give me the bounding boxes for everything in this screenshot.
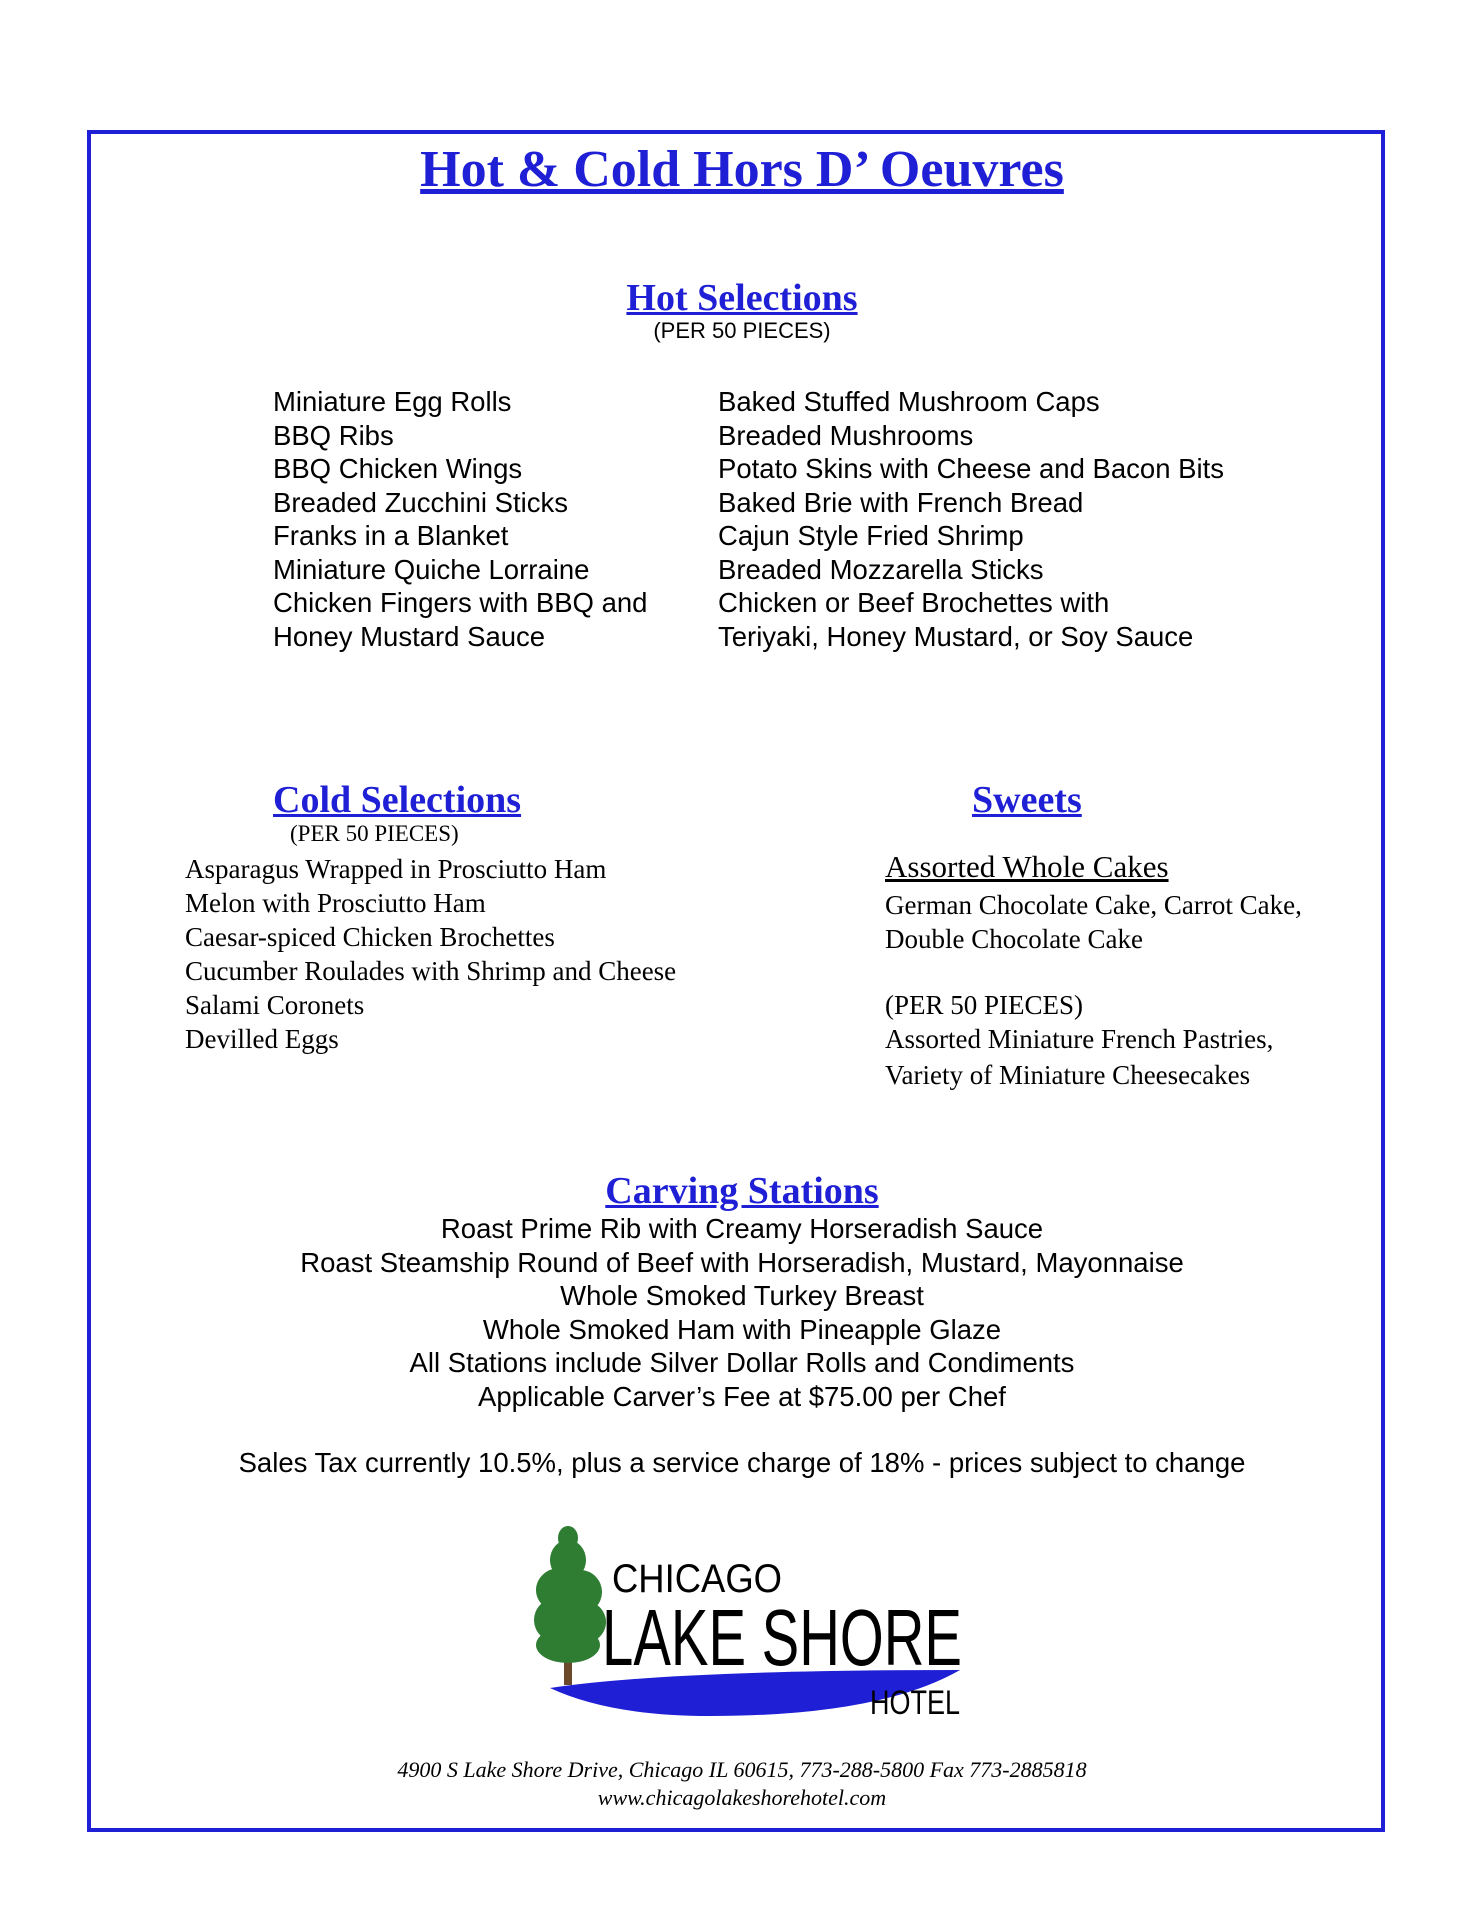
list-item: Breaded Zucchini Sticks [273, 486, 568, 518]
sweets-line: Double Chocolate Cake [885, 924, 1143, 954]
footer [0, 1756, 1484, 1812]
logo-line1: CHICAGO [612, 1557, 782, 1601]
list-item: Cajun Style Fried Shrimp [718, 520, 1024, 551]
sweets-title: Sweets [972, 779, 1082, 821]
list-item: Roast Steamship Round of Beef with Horseradish, Mustard, Mayonnaise [300, 1246, 1184, 1278]
footer-address: 4900 S Lake Shore Drive, Chicago IL 60615, 773-288-5800 Fax 773-2885818 [397, 1757, 1087, 1782]
list-item: Roast Prime Rib with Creamy Horseradish Sauce [440, 1213, 1044, 1244]
hot-selections-title: Hot Selections [626, 277, 858, 319]
list-item: Breaded Mozzarella Sticks [718, 553, 1044, 585]
list-item: Miniature Egg Rolls [273, 386, 512, 417]
tree-icon [534, 1526, 606, 1685]
carving-stations-title: Carving Stations [605, 1170, 879, 1212]
sweets-line: Assorted Miniature French Pastries, [885, 1024, 1274, 1054]
list-item: Salami Coronets [185, 990, 365, 1020]
list-item: Honey Mustard Sauce [273, 620, 546, 652]
logo-line2: LAKE SHORE [602, 1593, 962, 1682]
logo-line3: HOTEL [870, 1684, 960, 1722]
list-item: Potato Skins with Cheese and Bacon Bits [718, 453, 1224, 484]
cold-selections-title: Cold Selections [273, 779, 522, 821]
hot-selections-left-list [273, 385, 647, 653]
list-item: Chicken or Beef Brochettes with [718, 587, 1110, 618]
page-title: Hot & Cold Hors D’ Oeuvres [420, 141, 1064, 198]
list-item: All Stations include Silver Dollar Rolls and Condiments [409, 1347, 1075, 1378]
list-item: Chicken Fingers with BBQ and [273, 587, 648, 618]
carving-stations-list [0, 1212, 1484, 1413]
sweets-line: Variety of Miniature Cheesecakes [885, 1060, 1251, 1090]
list-item: Whole Smoked Turkey Breast [560, 1280, 924, 1311]
list-item: Melon with Prosciutto Ham [185, 888, 486, 918]
list-item: Teriyaki, Honey Mustard, or Soy Sauce [718, 620, 1194, 652]
list-item: Caesar-spiced Chicken Brochettes [185, 922, 555, 952]
list-item: Franks in a Blanket [273, 520, 509, 551]
sweets-subtitle: Assorted Whole Cakes [885, 849, 1169, 884]
sweets-note: (PER 50 PIECES) [885, 990, 1084, 1020]
hot-selections-note: (PER 50 PIECES) [653, 318, 831, 343]
hot-selections-right-list [718, 385, 1224, 653]
cold-selections-note: (PER 50 PIECES) [290, 821, 459, 846]
list-item: Asparagus Wrapped in Prosciutto Ham [185, 854, 607, 884]
list-item: Applicable Carver’s Fee at $75.00 per Chef [478, 1380, 1006, 1412]
cold-selections-list [185, 852, 676, 1056]
hotel-logo [520, 1520, 970, 1720]
list-item: Miniature Quiche Lorraine [273, 553, 590, 585]
list-item: Cucumber Roulades with Shrimp and Cheese [185, 956, 677, 986]
list-item: Devilled Eggs [185, 1024, 339, 1054]
sweets-line: German Chocolate Cake, Carrot Cake, [885, 890, 1302, 920]
list-item: Whole Smoked Ham with Pineapple Glaze [482, 1313, 1002, 1345]
list-item: BBQ Chicken Wings [273, 453, 523, 484]
list-item: BBQ Ribs [273, 419, 394, 451]
footer-website[interactable]: www.chicagolakeshorehotel.com [597, 1785, 887, 1810]
list-item: Baked Stuffed Mushroom Caps [718, 386, 1100, 417]
tax-note: Sales Tax currently 10.5%, plus a service charge of 18% - prices subject to change [238, 1447, 1246, 1478]
list-item: Breaded Mushrooms [718, 419, 974, 451]
list-item: Baked Brie with French Bread [718, 486, 1084, 518]
